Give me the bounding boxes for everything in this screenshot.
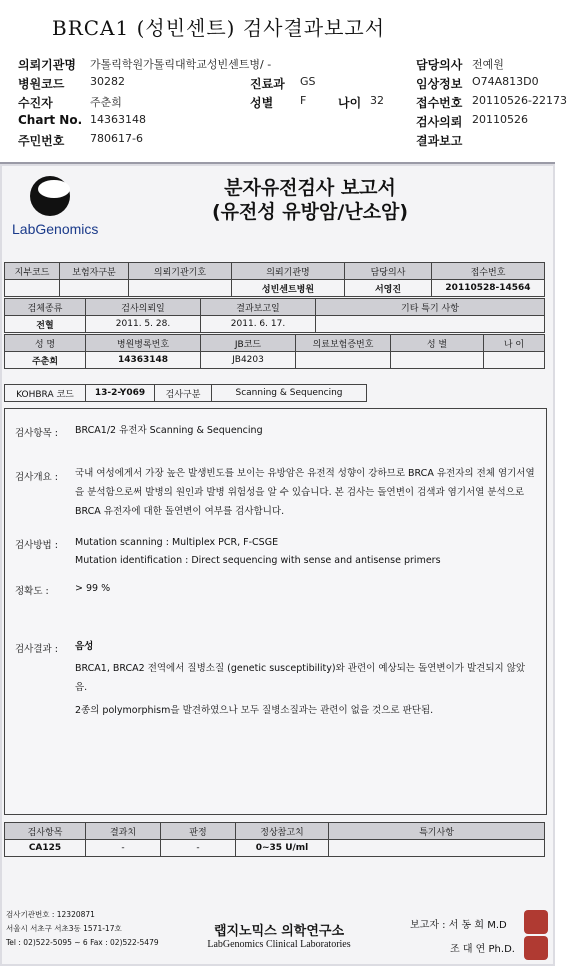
grid-cell: 20110528-14564 bbox=[432, 280, 545, 297]
summary-value: 국내 여성에게서 가장 높은 발생빈도를 보이는 유방암은 유전적 성향이 강하므로 BRCA 유전자의 전체 염기서열을 분석함으로써 발병의 원인과 발병 위험성을 알 수 있습니다. 본 검사는 돌연변이 검색과 염기서열 분석으로 BRCA 유전자에 대한 돌연변이 여부를 검사합니다. bbox=[75, 468, 535, 517]
footer-line: 검사기관번호 : 12320871 bbox=[6, 910, 95, 919]
marker-cell bbox=[329, 840, 545, 857]
item-value: BRCA1/2 유전자 Scanning & Sequencing bbox=[75, 425, 263, 436]
field-label: 접수번호 bbox=[416, 96, 463, 110]
field-label: 진료과 bbox=[250, 77, 285, 91]
field-label: 수진자 bbox=[18, 96, 53, 110]
grid-cell bbox=[391, 352, 484, 369]
grid-cell: 나 이 bbox=[484, 335, 545, 352]
footer-line: Tel : 02)522-5095 ~ 6 Fax : 02)522-5479 bbox=[6, 938, 159, 947]
info-grid bbox=[4, 262, 545, 297]
red-seal bbox=[524, 936, 548, 960]
grid-cell: 주춘희 bbox=[5, 352, 86, 369]
grid-cell: 담당의사 bbox=[345, 263, 432, 280]
item-label: 검사항목 : bbox=[15, 428, 58, 439]
reporter: 보고자 : 서 동 희 M.D bbox=[410, 920, 507, 931]
footer-address bbox=[6, 908, 159, 950]
grid-cell: 전혈 bbox=[5, 316, 86, 333]
labgenomics-logo bbox=[12, 174, 122, 240]
grid-cell bbox=[316, 316, 545, 333]
method-1: Mutation scanning : Multiplex PCR, F-CSGE bbox=[75, 537, 279, 548]
field-label: 결과보고 bbox=[416, 134, 463, 148]
marker-table bbox=[4, 822, 545, 857]
result-label: 검사결과 : bbox=[15, 644, 58, 655]
grid-cell bbox=[484, 352, 545, 369]
marker-cell: - bbox=[86, 840, 161, 857]
grid-cell bbox=[5, 280, 60, 297]
grid-cell: 보험자구분 bbox=[60, 263, 129, 280]
specimen-grid bbox=[4, 298, 545, 333]
grid-cell: 결과보고일 bbox=[201, 299, 316, 316]
field-value: 20110526 bbox=[472, 113, 528, 126]
field-value: 전예원 bbox=[472, 58, 504, 71]
grid-cell: JB4203 bbox=[201, 352, 296, 369]
kohbra-grid bbox=[4, 384, 367, 402]
grid-cell: 병원병록번호 bbox=[86, 335, 201, 352]
summary-label: 검사개요 : bbox=[15, 472, 58, 483]
field-value: 30282 bbox=[90, 75, 125, 88]
method-label: 검사방법 : bbox=[15, 540, 58, 551]
grid-cell bbox=[60, 280, 129, 297]
marker-header: 판정 bbox=[161, 823, 236, 840]
marker-cell: - bbox=[161, 840, 236, 857]
org-korean: 랩지노믹스 의학연구소 bbox=[213, 924, 345, 939]
report-title bbox=[150, 176, 470, 224]
field-label: 담당의사 bbox=[416, 58, 463, 72]
grid-cell: 서영진 bbox=[345, 280, 432, 297]
report-header bbox=[0, 0, 567, 162]
method-2: Mutation identification : Direct sequencing with sense and antisense primers bbox=[75, 555, 441, 566]
marker-cell: 0~35 U/ml bbox=[236, 840, 329, 857]
field-value: 14363148 bbox=[90, 113, 146, 126]
grid-cell: JB코드 bbox=[201, 335, 296, 352]
grid-cell: 성 명 bbox=[5, 335, 86, 352]
field-value: 780617-6 bbox=[90, 132, 143, 145]
grid-cell: 성빈센트병원 bbox=[232, 280, 345, 297]
reporter-2: 조 대 연 Ph.D. bbox=[450, 944, 515, 955]
grid-cell: 2011. 5. 28. bbox=[86, 316, 201, 333]
title-line-1: 분자유전검사 보고서 bbox=[224, 177, 396, 199]
result-head: 음성 bbox=[75, 641, 94, 652]
accuracy-label: 정확도 : bbox=[15, 586, 49, 597]
grid-cell: 검체종류 bbox=[5, 299, 86, 316]
grid-cell: 기타 특기 사항 bbox=[316, 299, 545, 316]
grid-cell: 14363148 bbox=[86, 352, 201, 369]
scanned-report bbox=[0, 162, 555, 966]
field-value: 32 bbox=[370, 94, 384, 107]
results-box bbox=[4, 408, 547, 815]
grid-cell bbox=[296, 352, 391, 369]
kohbra-type: Scanning & Sequencing bbox=[212, 385, 367, 402]
kohbra-type-label: 검사구분 bbox=[155, 385, 212, 402]
result-1: BRCA1, BRCA2 전역에서 질병소질 (genetic susceptibility)와 관련이 예상되는 돌연변이가 발견되지 않았음. bbox=[75, 663, 526, 693]
marker-header: 정상참고치 bbox=[236, 823, 329, 840]
grid-cell: 지부코드 bbox=[5, 263, 60, 280]
field-value: GS bbox=[300, 75, 316, 88]
field-label: 성별 bbox=[250, 96, 274, 110]
field-label: 검사의뢰 bbox=[416, 115, 463, 129]
grid-cell: 의료보험증번호 bbox=[296, 335, 391, 352]
accuracy-value: > 99 % bbox=[75, 583, 111, 594]
marker-header: 결과치 bbox=[86, 823, 161, 840]
field-label: 주민번호 bbox=[18, 134, 65, 148]
field-value: 20110526-22173 bbox=[472, 94, 567, 107]
grid-cell: 2011. 6. 17. bbox=[201, 316, 316, 333]
field-label: 병원코드 bbox=[18, 77, 65, 91]
field-value: O74A813D0 bbox=[472, 75, 539, 88]
field-label: 나이 bbox=[338, 96, 362, 110]
footer-line: 서울시 서초구 서초3동 1571-17호 bbox=[6, 924, 122, 933]
red-seal bbox=[524, 910, 548, 934]
grid-cell bbox=[129, 280, 232, 297]
field-value: 주춘희 bbox=[90, 96, 122, 109]
grid-cell: 성 별 bbox=[391, 335, 484, 352]
footer-org bbox=[204, 920, 354, 950]
title-line-2: (유전성 유방암/난소암) bbox=[211, 201, 409, 223]
marker-cell: CA125 bbox=[5, 840, 86, 857]
kohbra-label: KOHBRA 코드 bbox=[5, 385, 86, 402]
logo-text: LabGenomics bbox=[12, 221, 99, 237]
field-value: 가톨릭학원가톨릭대학교성빈센트병/ - bbox=[90, 58, 272, 71]
marker-header: 특기사항 bbox=[329, 823, 545, 840]
field-label: 의뢰기관명 bbox=[18, 58, 76, 72]
header-title: BRCA1 (성빈센트) 검사결과보고서 bbox=[52, 16, 386, 40]
grid-cell: 검사의뢰일 bbox=[86, 299, 201, 316]
kohbra-code: 13-2-Y069 bbox=[86, 385, 155, 402]
patient-grid bbox=[4, 334, 545, 369]
field-value: F bbox=[300, 94, 307, 107]
grid-cell: 접수번호 bbox=[432, 263, 545, 280]
marker-header: 검사항목 bbox=[5, 823, 86, 840]
org-english: LabGenomics Clinical Laboratories bbox=[207, 939, 351, 950]
grid-cell: 의뢰기관기호 bbox=[129, 263, 232, 280]
result-2: 2종의 polymorphism을 발견하였으나 모두 질병소질과는 관련이 없을 것으로 판단됨. bbox=[75, 705, 434, 716]
field-label: 임상정보 bbox=[416, 77, 463, 91]
grid-cell: 의뢰기관명 bbox=[232, 263, 345, 280]
field-label: Chart No. bbox=[18, 113, 83, 127]
